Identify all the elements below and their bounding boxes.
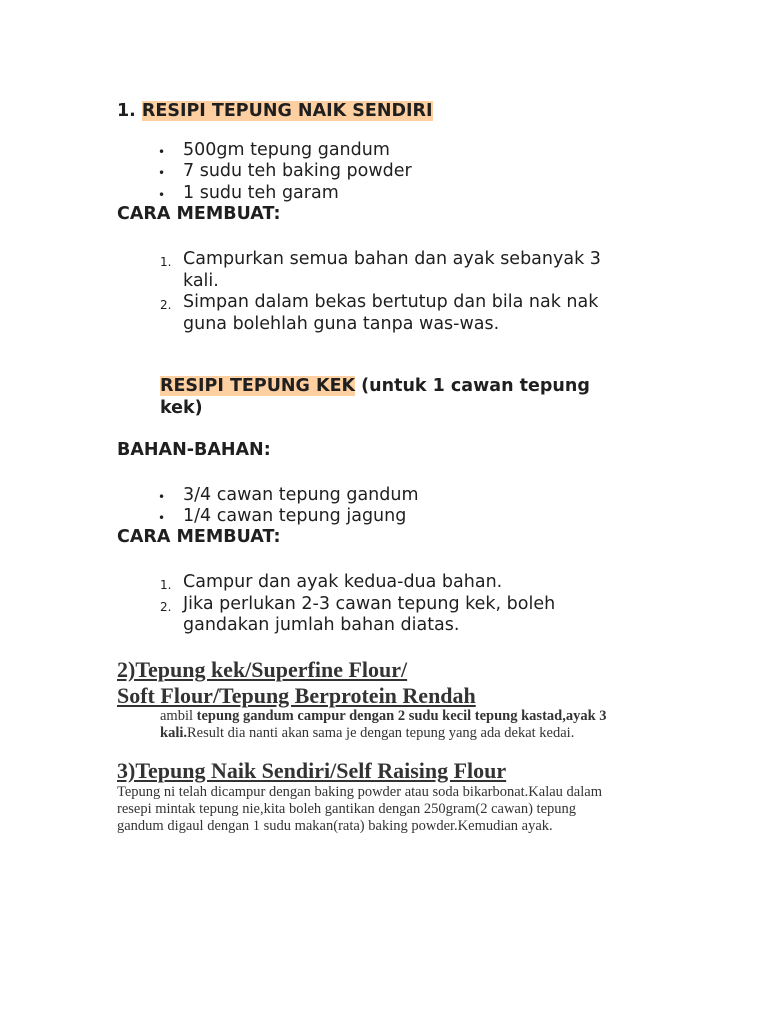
kek-ingredients-heading: BAHAN-BAHAN:: [117, 440, 271, 460]
section2-text-rest: Result dia nanti akan sama je dengan tepung yang ada dekat kedai.: [187, 725, 575, 741]
step-number: 2.: [160, 600, 172, 614]
step-line: kali.: [183, 271, 219, 291]
section2-text-line1: [160, 708, 607, 725]
step-number: 1.: [160, 255, 172, 269]
kek-method-heading: CARA MEMBUAT:: [117, 527, 281, 547]
list-item: 1 sudu teh garam: [183, 183, 339, 203]
list-item: 500gm tepung gandum: [183, 140, 390, 160]
step-line: Campur dan ayak kedua-dua bahan.: [183, 572, 503, 592]
bullet: •: [158, 188, 166, 202]
section2-text-bold1: tepung gandum campur dengan 2 sudu kecil tepung kastad,ayak 3: [196, 708, 607, 724]
section2-text-intro: ambil: [160, 708, 197, 724]
section3-text-line: gandum digaul dengan 1 sudu makan(rata) baking powder.Kemudian ayak.: [117, 818, 553, 834]
step-line: gandakan jumlah bahan diatas.: [183, 615, 460, 635]
kek-subtitle-line2: kek): [160, 398, 203, 418]
section2-text-line2: [160, 725, 574, 742]
section1-method-heading: CARA MEMBUAT:: [117, 204, 281, 224]
step-line: Simpan dalam bekas bertutup dan bila nak nak: [183, 292, 599, 312]
step-number: 2.: [160, 298, 172, 312]
section1-title: RESIPI TEPUNG NAIK SENDIRI: [141, 101, 433, 121]
list-item: 3/4 cawan tepung gandum: [183, 485, 419, 505]
list-item: 7 sudu teh baking powder: [183, 161, 412, 181]
bullet: •: [158, 145, 166, 159]
bullet: •: [158, 166, 166, 180]
section2-heading-line2: Soft Flour/Tepung Berprotein Rendah: [117, 683, 476, 708]
step-line: guna bolehlah guna tanpa was-was.: [183, 314, 500, 334]
section1-number: 1.: [117, 101, 136, 121]
kek-title: RESIPI TEPUNG KEK: [160, 376, 356, 396]
section3-heading: 3)Tepung Naik Sendiri/Self Raising Flour: [117, 758, 507, 783]
section3-text-line: Tepung ni telah dicampur dengan baking powder atau soda bikarbonat.Kalau dalam: [117, 784, 602, 800]
section2-text-bold2: kali.: [160, 725, 187, 741]
kek-heading: [160, 376, 590, 398]
bullet: •: [158, 490, 166, 504]
list-item: 1/4 cawan tepung jagung: [183, 506, 407, 526]
kek-subtitle: (untuk 1 cawan tepung: [355, 376, 590, 396]
step-line: Jika perlukan 2-3 cawan tepung kek, boleh: [183, 594, 556, 614]
section2-heading-line1: 2)Tepung kek/Superfine Flour/: [117, 657, 408, 682]
step-line: Campurkan semua bahan dan ayak sebanyak 3: [183, 249, 601, 269]
section3-text-line: resepi mintak tepung nie,kita boleh gantikan dengan 250gram(2 cawan) tepung: [117, 801, 577, 817]
bullet: •: [158, 511, 166, 525]
section1-heading: [117, 101, 433, 123]
step-number: 1.: [160, 578, 172, 592]
